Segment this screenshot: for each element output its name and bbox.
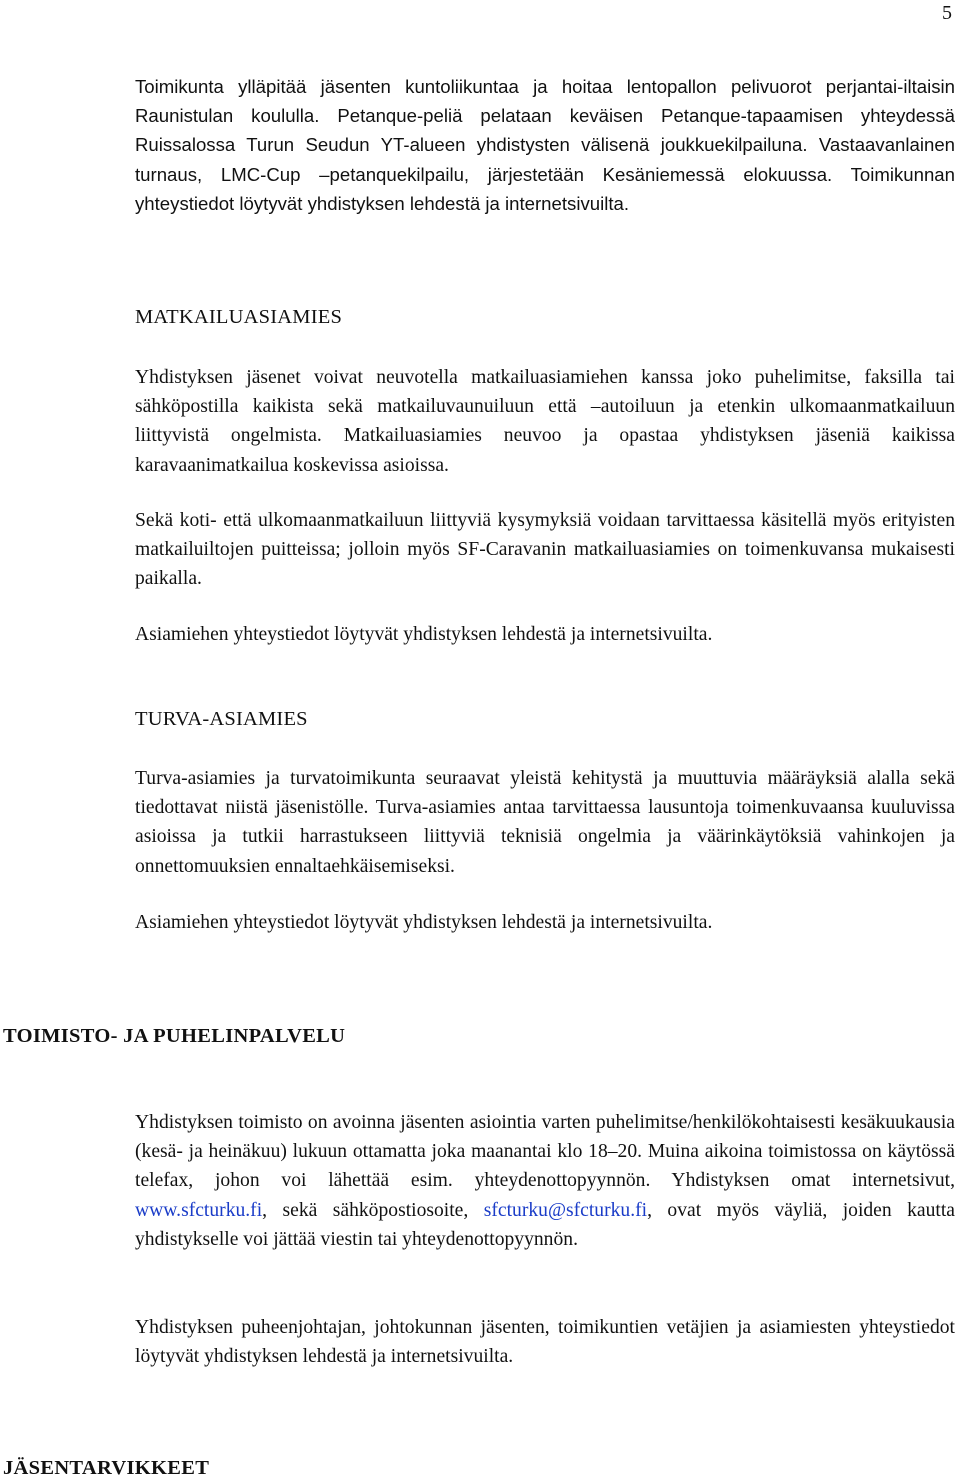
section-heading-toimisto: TOIMISTO- JA PUHELINPALVELU [3, 1025, 346, 1047]
turva-asiamies-paragraph-1: Turva-asiamies ja turvatoimikunta seuraavat yleistä kehitystä ja muuttuvia määräyksiä alalla sekä tiedottavat niistä jäsenistölle. Turva-asiamies antaa tarvittaessa lausuntoja toimenkuvaansa kuuluvissa asioissa ja tutkii harrastukseen liittyviä teknisiä ongelmia ja väärinkäytöksiä vahinkojen ja onnettomuuksien ennaltaehkäisemiseksi. [135, 768, 955, 877]
section-heading-matkailuasiamies: MATKAILUASIAMIES [135, 306, 343, 328]
toimisto-text-2: , sekä sähköpostiosoite, [262, 1199, 484, 1221]
toimisto-paragraph-2: Yhdistyksen puheenjohtajan, johtokunnan jäsenten, toimikuntien vetäjien ja asiamiesten yhteystiedot löytyvät yhdistyksen lehdestä ja internetsivuilta. [135, 1317, 955, 1368]
matkailuasiamies-paragraph-1: Yhdistyksen jäsenet voivat neuvotella matkailuasiamiehen kanssa joko puhelimitse, faksilla tai sähköpostilla kaikista sekä matkailuvaunuiluun että –autoiluun ja etenkin ulkomaanmatkailuun liittyvistä ongelmista. Matkailuasiamies neuvoo ja opastaa yhdistyksen jäseniä kaikissa karavaanimatkailua koskevissa asioissa. [135, 367, 955, 476]
turva-asiamies-paragraph-2: Asiamiehen yhteystiedot löytyvät yhdistyksen lehdestä ja internetsivuilta. [135, 912, 713, 933]
toimisto-paragraph-1 [135, 1108, 955, 1254]
intro-paragraph: Toimikunta ylläpitää jäsenten kuntoliikuntaa ja hoitaa lentopallon pelivuorot perjantai-iltaisin Raunistulan koululla. Petanque-peliä pelataan keväisen Petanque-tapaamisen yhteydessä Ruissalossa Turun Seudun YT-alueen yhdistysten välisenä joukkuekilpailuna. Vastaavanlainen turnaus, LMC-Cup –petanquekilpailu, järjestetään Kesäniemessä elokuussa. Toimikunnan yhteystiedot löytyvät yhdistyksen lehdestä ja internetsivuilta. [135, 76, 955, 214]
toimisto-text-3: , ovat myös väyliä, joiden kautta yhdistykselle voi jättää viestin tai yhteydenottopyynnön. [135, 1199, 955, 1250]
section-heading-jasentarvikkeet: JÄSENTARVIKKEET [3, 1457, 210, 1479]
matkailuasiamies-paragraph-3: Asiamiehen yhteystiedot löytyvät yhdistyksen lehdestä ja internetsivuilta. [135, 624, 713, 645]
email-link[interactable]: sfcturku@sfcturku.fi [483, 1199, 648, 1221]
toimisto-text-1: Yhdistyksen toimisto on avoinna jäsenten asiointia varten puhelimitse/henkilökohtaisesti kesäkuukausia (kesä- ja heinäkuu) lukuun ottamatta joka maanantai klo 18–20. Muina aikoina toimistossa on käytössä telefax, johon voi lähettää esim. yhteydenottopyynnön. Yhdistyksen omat internetsivut, [135, 1112, 955, 1192]
matkailuasiamies-paragraph-2: Sekä koti- että ulkomaanmatkailuun liittyviä kysymyksiä voidaan tarvittaessa käsitellä myös erityisten matkailuiltojen puitteissa; jolloin myös SF-Caravanin matkailuasiamies on toimenkuvansa mukaisesti paikalla. [135, 510, 955, 590]
page-number: 5 [942, 2, 952, 24]
website-link[interactable]: www.sfcturku.fi [135, 1199, 263, 1221]
section-heading-turva-asiamies: TURVA-ASIAMIES [135, 708, 308, 730]
